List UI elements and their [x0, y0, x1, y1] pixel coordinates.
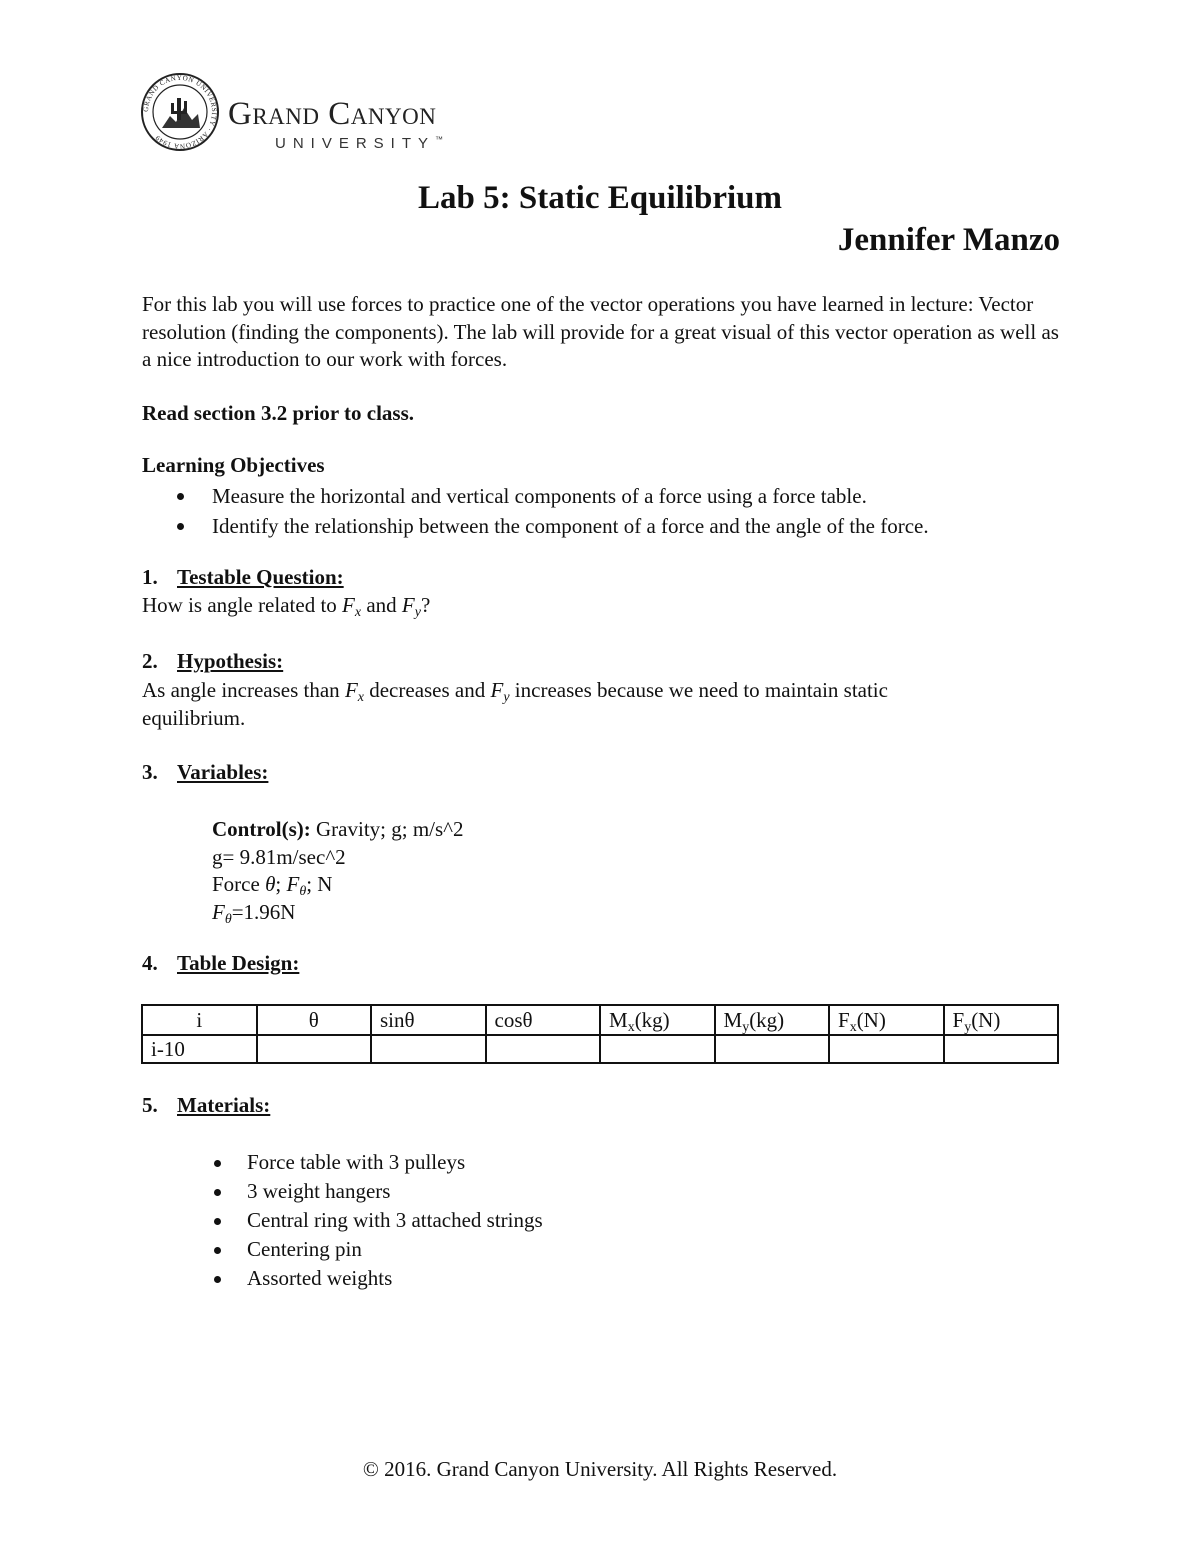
materials-list: [247, 1148, 947, 1293]
table-cell: [257, 1035, 372, 1063]
list-item: 3 weight hangers: [247, 1177, 947, 1206]
section-heading-hypothesis: 2. Hypothesis:: [142, 649, 284, 673]
column-header: i: [142, 1005, 257, 1035]
logo-subtitle: UNIVERSITY™: [275, 135, 444, 152]
section-heading-testable-question: 1. Testable Question:: [142, 565, 344, 589]
control-line: Control(s): Gravity; g; m/s^2: [212, 817, 464, 841]
seal-text: GRAND CANYON UNIVERSITY · ARIZONA 1949: [141, 73, 219, 151]
section-heading-materials: 5. Materials:: [142, 1093, 271, 1117]
logo-wordmark: Grand Canyon: [228, 96, 437, 132]
reading-note: Read section 3.2 prior to class.: [142, 401, 415, 425]
author-name: Jennifer Manzo: [837, 222, 1060, 258]
section-heading-variables: 3. Variables:: [142, 760, 269, 784]
list-item: Measure the horizontal and vertical components of a force using a force table.: [212, 481, 1092, 511]
force-variable-line: Force θ; $F_\theta$; N: [212, 872, 333, 899]
column-header: sinθ: [371, 1005, 486, 1035]
data-table: [141, 1004, 1059, 1064]
column-header: $F_y(N)$: [944, 1005, 1059, 1035]
testable-question-text: How is angle related to $F_x$ and $F_y$?: [142, 593, 431, 620]
list-item: Force table with 3 pulleys: [247, 1148, 947, 1177]
table-cell: [715, 1035, 830, 1063]
section-heading-table-design: 4. Table Design:: [142, 951, 300, 975]
table-cell: i-10: [142, 1035, 257, 1063]
table-cell: [829, 1035, 944, 1063]
copyright-footer: © 2016. Grand Canyon University. All Rights Reserved.: [362, 1457, 838, 1481]
column-header: cosθ: [486, 1005, 601, 1035]
learning-objectives-list: [212, 481, 1092, 541]
force-value-line: $F_\theta=1.96N$: [212, 899, 296, 927]
list-item: Centering pin: [247, 1235, 947, 1264]
list-item: Central ring with 3 attached strings: [247, 1206, 947, 1235]
column-header: $M_y(kg)$: [715, 1005, 830, 1035]
list-item: Assorted weights: [247, 1264, 947, 1293]
intro-paragraph: For this lab you will use forces to practice one of the vector operations you have learned in lecture: Vector resolution (finding the components). The lab will provide for a great visual of this vector operation as well as a nice introduction to our work with forces.: [142, 292, 1059, 371]
gravity-value: g= 9.81m/sec^2: [212, 844, 346, 869]
variables-block: [212, 816, 464, 926]
table-cell: [944, 1035, 1059, 1063]
column-header: θ: [257, 1005, 372, 1035]
university-seal-icon: [140, 72, 220, 152]
hypothesis-text: As angle increases than $F_x$ decreases and $F_y$ increases because we need to maintain static equilibrium.: [142, 678, 888, 730]
column-header: $F_x(N)$: [829, 1005, 944, 1035]
table-cell: [486, 1035, 601, 1063]
list-item: Identify the relationship between the component of a force and the angle of the force.: [212, 511, 1092, 541]
page-title: Lab 5: Static Equilibrium: [418, 180, 782, 216]
table-cell: [371, 1035, 486, 1063]
table-header-row: [142, 1005, 1058, 1035]
table-row: [142, 1035, 1058, 1063]
table-cell: [600, 1035, 715, 1063]
column-header: $M_x(kg)$: [600, 1005, 715, 1035]
learning-objectives-heading: Learning Objectives: [142, 453, 325, 477]
university-logo: [140, 72, 500, 152]
